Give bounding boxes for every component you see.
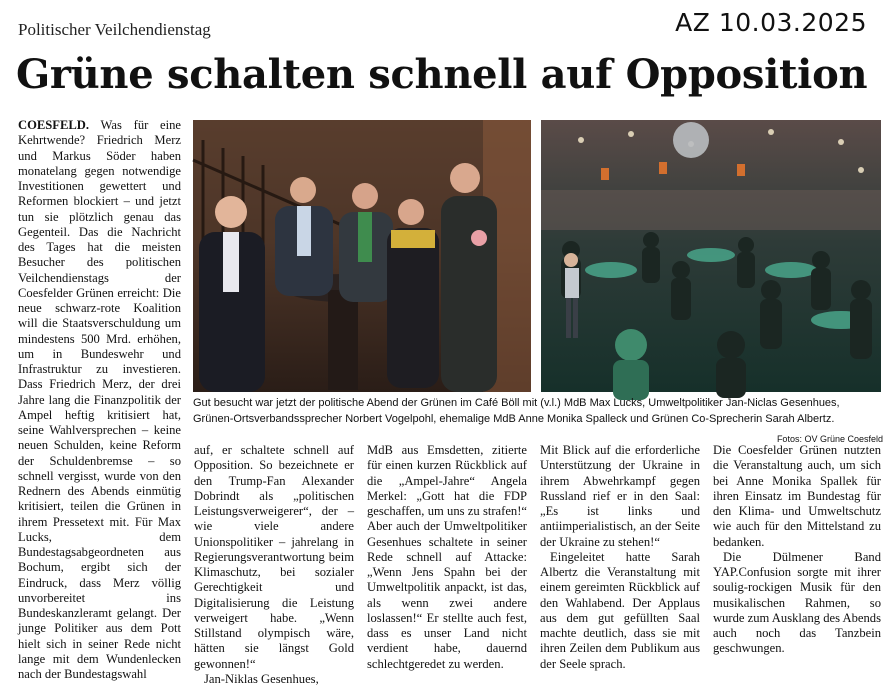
photo-audience-hall xyxy=(541,120,881,392)
article-column-4 xyxy=(540,443,700,671)
article-column-3 xyxy=(367,443,527,671)
photo-caption xyxy=(193,395,883,447)
article-paragraph: Eingeleitet hatte Sarah Albertz die Veranstaltung mit einem gereimten Rückblick auf den Wahlabend. Der Applaus aus dem gut gefüllten Saal machte deutlich, dass sie mit ihren Zeilen dem Publikum aus der Seele sprach. xyxy=(540,549,700,671)
article-paragraph: Jan-Niklas Gesenhues, xyxy=(204,671,319,686)
article-paragraph: Die Coesfelder Grünen nutzten die Veranstaltung auch, um sich bei Anne Monika Spallek für ihren Einsatz im Bundestag für den Klima- und Umweltschutz wie auch für den Mittelstand zu bedanken. xyxy=(713,443,881,549)
photo-audience-hall-image xyxy=(541,120,881,392)
caption-text: Gut besucht war jetzt der politische Abend der Grünen im Café Böll mit (v.l.) MdB Max Lucks, Umweltpolitiker Jan-Niclas Gesenhues, Grünen-Ortsverbandssprecher Norbert Vogelpohl, ehemalige MdB Anne Monika Spalleck und Grünen Co-Sprecherin Sarah Albertz. xyxy=(193,397,840,425)
kicker: Politischer Veilchendienstag xyxy=(18,20,211,39)
article-column-5 xyxy=(713,443,881,663)
article-column-2 xyxy=(194,443,354,686)
date-stamp: AZ 10.03.2025 xyxy=(675,8,867,37)
article-paragraph: Die Dülmener Band YAP.Confusion sorgte mit ihrer soulig-rockigen Musik für den musikalischen Rahmen, so wurde zum Ausklang des Abends auch noch das Tanzbein geschwungen. xyxy=(713,549,881,656)
article-paragraph: MdB aus Emsdetten, zitierte für einen kurzen Rückblick auf die „Ampel-Jahre“ Angela Merkel: „Gott hat die FDP geschaffen, um uns zu strafen!“ Aber auch der Umweltpolitiker Gesenhues schaltete in seiner Rede schnell auf Attacke: „Wenn Jens Spahn bei der Umweltpolitik anpackt, ist das, als wenn zwei andere loslassen!“ Er stellte auch fest, dass es unser Land nicht verdient habe, dauernd schlechtgeredet zu werden. xyxy=(367,443,527,671)
photo-group-portrait-image xyxy=(193,120,531,392)
headline: Grüne schalten schnell auf Opposition xyxy=(16,51,868,98)
photo-group-portrait xyxy=(193,120,531,392)
article-column-1 xyxy=(18,118,182,681)
article-paragraph: auf, er schaltete schnell auf Opposition. So bezeichnete er den Trump-Fan Alexander Dobrindt als „politischen Leistungsverweigerer“, der – wie viele andere Unionspolitiker – jahrelang in Regierungsverantwortung beim Klimaschutz, bei sozialer Gerechtigkeit und Digitalisierung die Leistung verweigert habe. „Wenn Stillstand olympisch wäre, hätten sie längst Gold gewonnen!“ xyxy=(194,443,354,671)
article-paragraph: Mit Blick auf die erforderliche Unterstützung der Ukraine in ihrem Abwehrkampf gegen Russland rief er in den Saal: „Es ist links und antiimperialistisch, an der Seite der Ukraine zu stehen!“ xyxy=(540,443,700,549)
dateline: COESFELD. xyxy=(18,118,90,132)
photo-credit: Fotos: OV Grüne Coesfeld xyxy=(776,434,883,444)
article-paragraph: Was für eine Kehrtwende? Friedrich Merz und Markus Söder haben monatelang gegen notwendige Investitionen gewettert und Reformen blockiert – und jetzt tun sie plötzlich genau das Gegenteil. Das die Nachricht des Tages hat die meisten Besucher des politischen Veilchendienstags der Coesfelder Grünen erreicht: Die neue schwarz-rote Koalition will die Staatsverschuldung um mindestens 500 Mrd. erhöhen, um in Bundeswehr und Infrastruktur zu investieren. Dass Friedrich Merz, der drei Jahre lang die Finanzpolitik der Ampel heftig kritisiert hat, seine Wahlversprechen – keine neuen Schulden, keine Reform der Schuldenbremse – so schnell vergisst, wurde von den Rednern des Abends einmütig kritisiert, teilen die Grünen in ihrem Pressetext mit. Für Max Lucks, dem Bundestagsabgeordneten aus Bochum, ergibt sich der Eindruck, dass Merz völlig unvorbereitet ins Bundeskanzleramt gelangt. Der junge Politiker aus dem Pott hielt sich in seiner Rede nicht lange mit dem Wundenlecken nach der Bundestagswahl xyxy=(18,118,182,681)
